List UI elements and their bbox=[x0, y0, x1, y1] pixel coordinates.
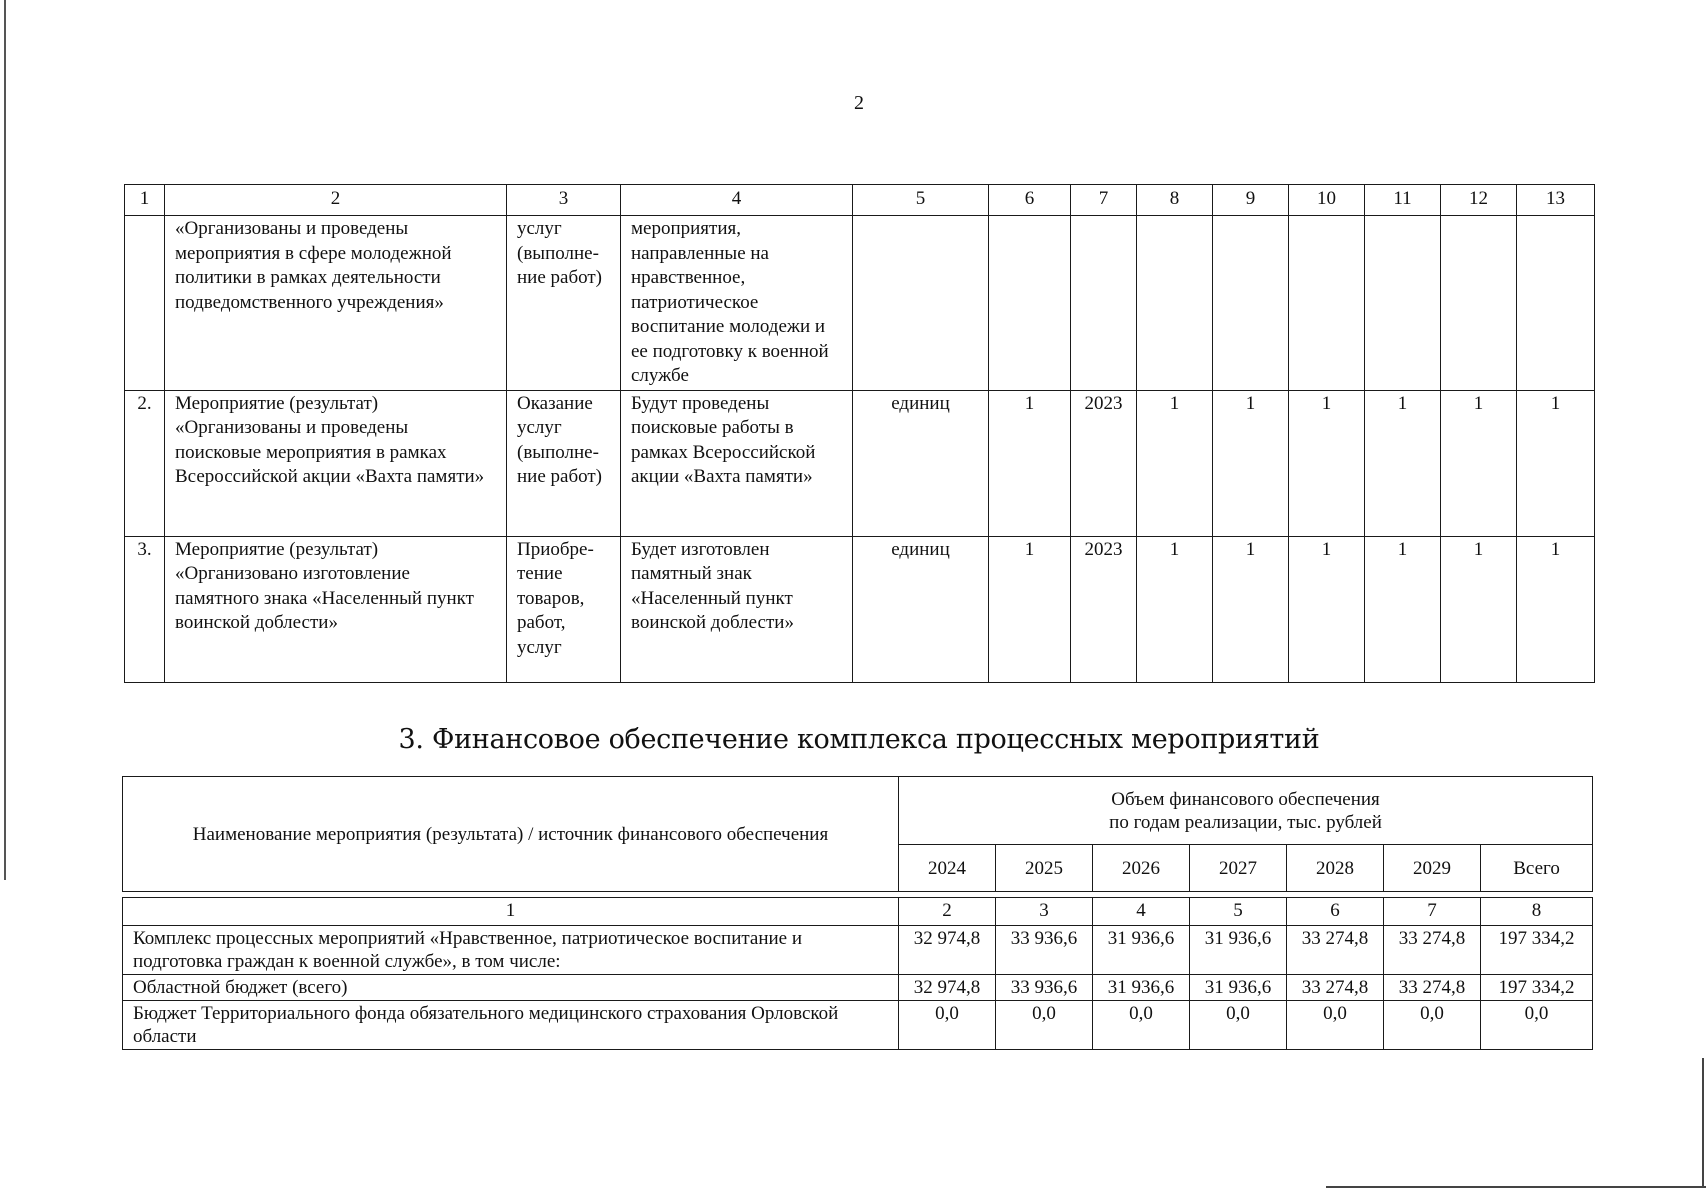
measure-value: 1 bbox=[1441, 390, 1517, 536]
finance-value: 33 274,8 bbox=[1384, 926, 1481, 975]
finance-value: 31 936,6 bbox=[1093, 975, 1190, 1001]
row-index: 3. bbox=[125, 536, 165, 682]
finance-col-number: 7 bbox=[1384, 898, 1481, 926]
measure-base-year bbox=[1071, 216, 1137, 391]
finance-year-header: 2026 bbox=[1093, 845, 1190, 892]
finance-value: 0,0 bbox=[1093, 1001, 1190, 1050]
measures-col-number: 7 bbox=[1071, 185, 1137, 216]
measures-col-number: 12 bbox=[1441, 185, 1517, 216]
measures-col-number: 8 bbox=[1137, 185, 1213, 216]
finance-col-number: 3 bbox=[996, 898, 1093, 926]
finance-year-header: 2027 bbox=[1190, 845, 1287, 892]
table-row bbox=[125, 390, 1595, 536]
measure-value: 1 bbox=[1441, 536, 1517, 682]
measures-col-number: 13 bbox=[1517, 185, 1595, 216]
row-index bbox=[125, 216, 165, 391]
finance-col-number: 6 bbox=[1287, 898, 1384, 926]
measure-value bbox=[1441, 216, 1517, 391]
measure-base-value: 1 bbox=[989, 390, 1071, 536]
measure-value: 1 bbox=[1517, 536, 1595, 682]
table-row bbox=[125, 216, 1595, 391]
measures-col-number: 6 bbox=[989, 185, 1071, 216]
table-row bbox=[125, 536, 1595, 682]
measures-column-numbers-row bbox=[125, 185, 1595, 216]
measures-col-number: 10 bbox=[1289, 185, 1365, 216]
finance-value: 33 936,6 bbox=[996, 975, 1093, 1001]
measure-value: 1 bbox=[1137, 536, 1213, 682]
measure-value: 1 bbox=[1137, 390, 1213, 536]
measure-value: 1 bbox=[1213, 390, 1289, 536]
measure-value bbox=[1137, 216, 1213, 391]
measure-value: 1 bbox=[1365, 390, 1441, 536]
finance-value: 0,0 bbox=[899, 1001, 996, 1050]
finance-value: 0,0 bbox=[1384, 1001, 1481, 1050]
finance-row-name: Комплекс процессных мероприятий «Нравственное, патриотическое воспитание и подготовка граждан к военной службе», в том числе: bbox=[123, 926, 899, 975]
measure-value: 1 bbox=[1289, 536, 1365, 682]
finance-value: 33 274,8 bbox=[1287, 975, 1384, 1001]
finance-col-number: 5 bbox=[1190, 898, 1287, 926]
row-index: 2. bbox=[125, 390, 165, 536]
finance-header-name: Наименование мероприятия (результата) / источник финансового обеспечения bbox=[123, 777, 899, 892]
table-row bbox=[123, 926, 1593, 975]
finance-header-volume-line1: Объем финансового обеспечения bbox=[1111, 788, 1380, 810]
measure-type: Приобре-тение товаров, работ, услуг bbox=[507, 536, 621, 682]
measure-value: 1 bbox=[1289, 390, 1365, 536]
finance-header-volume bbox=[899, 777, 1593, 845]
table-row bbox=[123, 975, 1593, 1001]
measure-description: Будут проведены поисковые работы в рамках Всероссийской акции «Вахта памяти» bbox=[621, 390, 853, 536]
finance-row-name: Бюджет Территориального фонда обязательного медицинского страхования Орловской области bbox=[123, 1001, 899, 1050]
finance-value: 32 974,8 bbox=[899, 975, 996, 1001]
measure-type: Оказание услуг (выполне-ние работ) bbox=[507, 390, 621, 536]
measure-unit bbox=[853, 216, 989, 391]
measure-value bbox=[1289, 216, 1365, 391]
finance-value: 32 974,8 bbox=[899, 926, 996, 975]
measure-base-year: 2023 bbox=[1071, 536, 1137, 682]
measure-base-value: 1 bbox=[989, 536, 1071, 682]
finance-value: 33 936,6 bbox=[996, 926, 1093, 975]
finance-year-header: 2025 bbox=[996, 845, 1093, 892]
measure-value: 1 bbox=[1517, 390, 1595, 536]
finance-column-numbers-row bbox=[123, 898, 1593, 926]
finance-year-header: 2028 bbox=[1287, 845, 1384, 892]
finance-value: 33 274,8 bbox=[1384, 975, 1481, 1001]
finance-total-value: 197 334,2 bbox=[1481, 975, 1593, 1001]
measure-value: 1 bbox=[1213, 536, 1289, 682]
finance-value: 0,0 bbox=[1287, 1001, 1384, 1050]
finance-col-number: 4 bbox=[1093, 898, 1190, 926]
measure-name: Мероприятие (результат) «Организованы и проведены поисковые мероприятия в рамках Всероссийской акции «Вахта памяти» bbox=[165, 390, 507, 536]
measures-col-number: 9 bbox=[1213, 185, 1289, 216]
finance-row-name: Областной бюджет (всего) bbox=[123, 975, 899, 1001]
measures-table bbox=[124, 184, 1595, 683]
finance-value: 0,0 bbox=[1190, 1001, 1287, 1050]
measure-description: мероприятия, направленные на нравственное, патриотическое воспитание молодежи и ее подготовку к военной службе bbox=[621, 216, 853, 391]
measures-col-number: 3 bbox=[507, 185, 621, 216]
scan-edge-bottom bbox=[1326, 1186, 1706, 1188]
measure-name: «Организованы и проведены мероприятия в сфере молодежной политики в рамках деятельности подведомственного учреждения» bbox=[165, 216, 507, 391]
finance-total-value: 197 334,2 bbox=[1481, 926, 1593, 975]
measures-col-number: 1 bbox=[125, 185, 165, 216]
finance-header-volume-line2: по годам реализации, тыс. рублей bbox=[1109, 811, 1382, 833]
finance-value: 31 936,6 bbox=[1190, 926, 1287, 975]
finance-value: 31 936,6 bbox=[1190, 975, 1287, 1001]
finance-year-header: 2024 bbox=[899, 845, 996, 892]
measure-value bbox=[1213, 216, 1289, 391]
finance-year-header: 2029 bbox=[1384, 845, 1481, 892]
measures-col-number: 5 bbox=[853, 185, 989, 216]
finance-header-row bbox=[123, 777, 1593, 845]
finance-value: 31 936,6 bbox=[1093, 926, 1190, 975]
finance-value: 0,0 bbox=[996, 1001, 1093, 1050]
finance-col-number: 8 bbox=[1481, 898, 1593, 926]
measure-base-value bbox=[989, 216, 1071, 391]
finance-total-value: 0,0 bbox=[1481, 1001, 1593, 1050]
measure-description: Будет изготовлен памятный знак «Населенный пункт воинской доблести» bbox=[621, 536, 853, 682]
measure-value bbox=[1365, 216, 1441, 391]
measure-base-year: 2023 bbox=[1071, 390, 1137, 536]
table-row bbox=[123, 1001, 1593, 1050]
measure-name: Мероприятие (результат) «Организовано изготовление памятного знака «Населенный пункт воинской доблести» bbox=[165, 536, 507, 682]
finance-total-header: Всего bbox=[1481, 845, 1593, 892]
section-title: 3. Финансовое обеспечение комплекса процессных мероприятий bbox=[398, 724, 1320, 755]
measures-col-number: 4 bbox=[621, 185, 853, 216]
finance-value: 33 274,8 bbox=[1287, 926, 1384, 975]
scan-edge-right bbox=[1702, 1058, 1704, 1188]
measure-unit: единиц bbox=[853, 390, 989, 536]
finance-table bbox=[122, 776, 1593, 1050]
finance-col-number: 2 bbox=[899, 898, 996, 926]
measure-value bbox=[1517, 216, 1595, 391]
measure-type: услуг (выполне-ние работ) bbox=[507, 216, 621, 391]
page-number: 2 bbox=[854, 92, 864, 114]
measure-value: 1 bbox=[1365, 536, 1441, 682]
measure-unit: единиц bbox=[853, 536, 989, 682]
finance-col-number: 1 bbox=[123, 898, 899, 926]
measures-col-number: 11 bbox=[1365, 185, 1441, 216]
measures-col-number: 2 bbox=[165, 185, 507, 216]
